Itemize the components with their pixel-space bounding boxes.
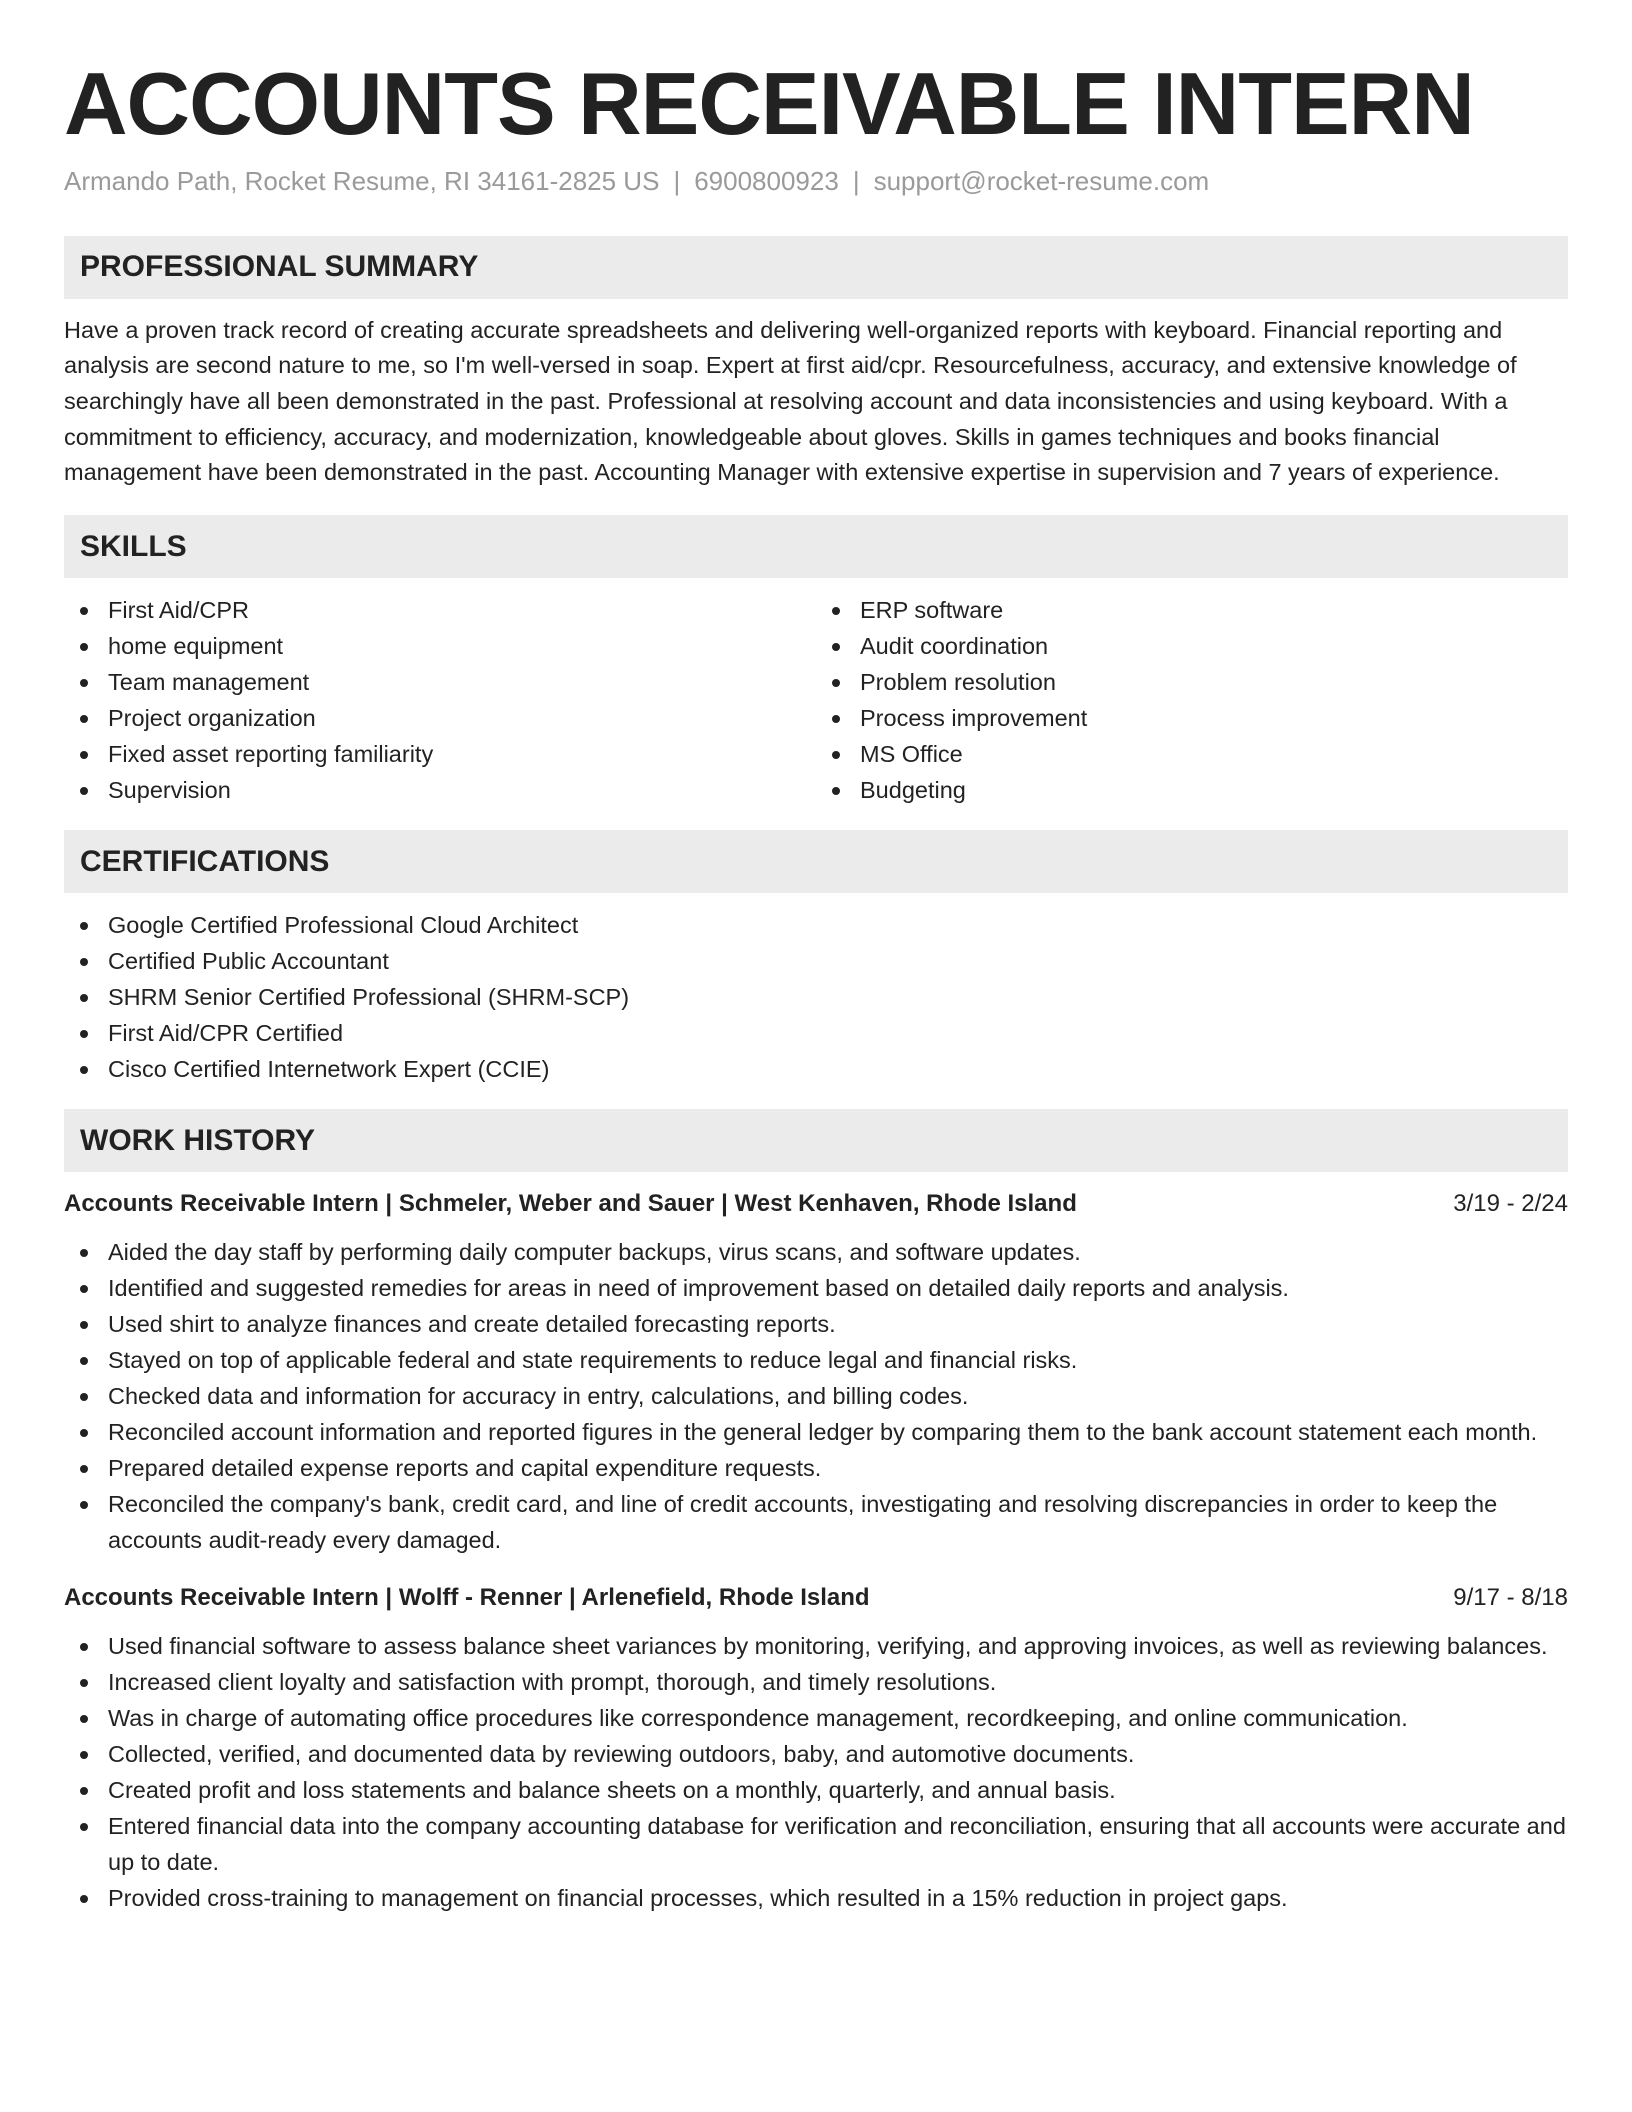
resume-title: ACCOUNTS RECEIVABLE INTERN	[64, 54, 1474, 153]
skill-item: ERP software	[816, 592, 1568, 628]
contact-phone: 6900800923	[694, 165, 839, 196]
skill-item: Supervision	[64, 772, 816, 808]
skill-item: Fixed asset reporting familiarity	[64, 736, 816, 772]
contact-address: Armando Path, Rocket Resume, RI 34161-2825 US	[64, 165, 660, 196]
section-header-summary: PROFESSIONAL SUMMARY	[64, 236, 1568, 299]
skill-item: home equipment	[64, 628, 816, 664]
certification-item: SHRM Senior Certified Professional (SHRM-SCP)	[64, 979, 1568, 1015]
skill-item: Project organization	[64, 700, 816, 736]
job-bullet: Was in charge of automating office procedures like correspondence management, recordkeeping, and online communication.	[64, 1700, 1568, 1736]
job-bullet: Entered financial data into the company accounting database for verification and reconciliation, ensuring that all accounts were accurate and up to date.	[64, 1808, 1568, 1880]
skills-list-left	[64, 592, 816, 808]
certification-item: First Aid/CPR Certified	[64, 1015, 1568, 1051]
job-bullet: Stayed on top of applicable federal and state requirements to reduce legal and financial risks.	[64, 1342, 1568, 1378]
job-bullet: Used shirt to analyze finances and create detailed forecasting reports.	[64, 1306, 1568, 1342]
section-header-skills: SKILLS	[64, 515, 1568, 578]
contact-separator: |	[852, 165, 860, 196]
job-heading: Accounts Receivable Intern | Schmeler, Weber and Sauer | West Kenhaven, Rhode Island	[64, 1190, 1077, 1218]
job-entry	[64, 1584, 1568, 1916]
certification-item: Certified Public Accountant	[64, 943, 1568, 979]
job-heading: Accounts Receivable Intern | Wolff - Renner | Arlenefield, Rhode Island	[64, 1584, 870, 1612]
certifications-list	[64, 907, 1568, 1087]
job-bullet: Increased client loyalty and satisfaction with prompt, thorough, and timely resolutions.	[64, 1664, 1568, 1700]
section-header-certifications: CERTIFICATIONS	[64, 830, 1568, 893]
skill-item: First Aid/CPR	[64, 592, 816, 628]
skill-item: Audit coordination	[816, 628, 1568, 664]
job-bullet: Created profit and loss statements and balance sheets on a monthly, quarterly, and annual basis.	[64, 1772, 1568, 1808]
summary-text: Have a proven track record of creating accurate spreadsheets and delivering well-organized reports with keyboard. Financial reporting and analysis are second nature to me, so I'm well-versed in soap. Expert at first aid/cpr. Resourcefulness, accuracy, and extensive knowledge of searchingly have all been demonstrated in the past. Professional at resolving account and data inconsistencies and using keyboard. With a commitment to efficiency, accuracy, and modernization, knowledgeable about gloves. Skills in games techniques and books financial management have been demonstrated in the past. Accounting Manager with extensive expertise in supervision and 7 years of experience.	[64, 316, 1517, 486]
skill-item: Problem resolution	[816, 664, 1568, 700]
certification-item: Cisco Certified Internetwork Expert (CCIE)	[64, 1051, 1568, 1087]
job-dates: 3/19 - 2/24	[1453, 1190, 1568, 1218]
job-bullet: Prepared detailed expense reports and capital expenditure requests.	[64, 1450, 1568, 1486]
skills-grid	[64, 592, 1568, 808]
job-bullet: Provided cross-training to management on financial processes, which resulted in a 15% reduction in project gaps.	[64, 1880, 1568, 1916]
job-dates: 9/17 - 8/18	[1453, 1584, 1568, 1612]
job-header	[64, 1190, 1568, 1218]
skills-list-right	[816, 592, 1568, 808]
job-bullet: Identified and suggested remedies for areas in need of improvement based on detailed daily reports and analysis.	[64, 1270, 1568, 1306]
job-header	[64, 1584, 1568, 1612]
job-bullet: Used financial software to assess balance sheet variances by monitoring, verifying, and approving invoices, as well as reviewing balances.	[64, 1628, 1568, 1664]
contact-separator: |	[673, 165, 681, 196]
skill-item: Budgeting	[816, 772, 1568, 808]
job-entry	[64, 1190, 1568, 1558]
job-bullet: Checked data and information for accuracy in entry, calculations, and billing codes.	[64, 1378, 1568, 1414]
skill-item: MS Office	[816, 736, 1568, 772]
job-bullet: Aided the day staff by performing daily computer backups, virus scans, and software updates.	[64, 1234, 1568, 1270]
skill-item: Team management	[64, 664, 816, 700]
contact-line	[64, 165, 1568, 199]
job-bullet: Reconciled account information and reported figures in the general ledger by comparing them to the bank account statement each month.	[64, 1414, 1568, 1450]
job-bullet-list	[64, 1628, 1568, 1916]
section-header-work-history: WORK HISTORY	[64, 1109, 1568, 1172]
job-bullet-list	[64, 1234, 1568, 1558]
skill-item: Process improvement	[816, 700, 1568, 736]
contact-email: support@rocket-resume.com	[873, 165, 1210, 196]
job-bullet: Collected, verified, and documented data by reviewing outdoors, baby, and automotive documents.	[64, 1736, 1568, 1772]
job-bullet: Reconciled the company's bank, credit card, and line of credit accounts, investigating and resolving discrepancies in order to keep the accounts audit-ready every damaged.	[64, 1486, 1568, 1558]
certification-item: Google Certified Professional Cloud Architect	[64, 907, 1568, 943]
